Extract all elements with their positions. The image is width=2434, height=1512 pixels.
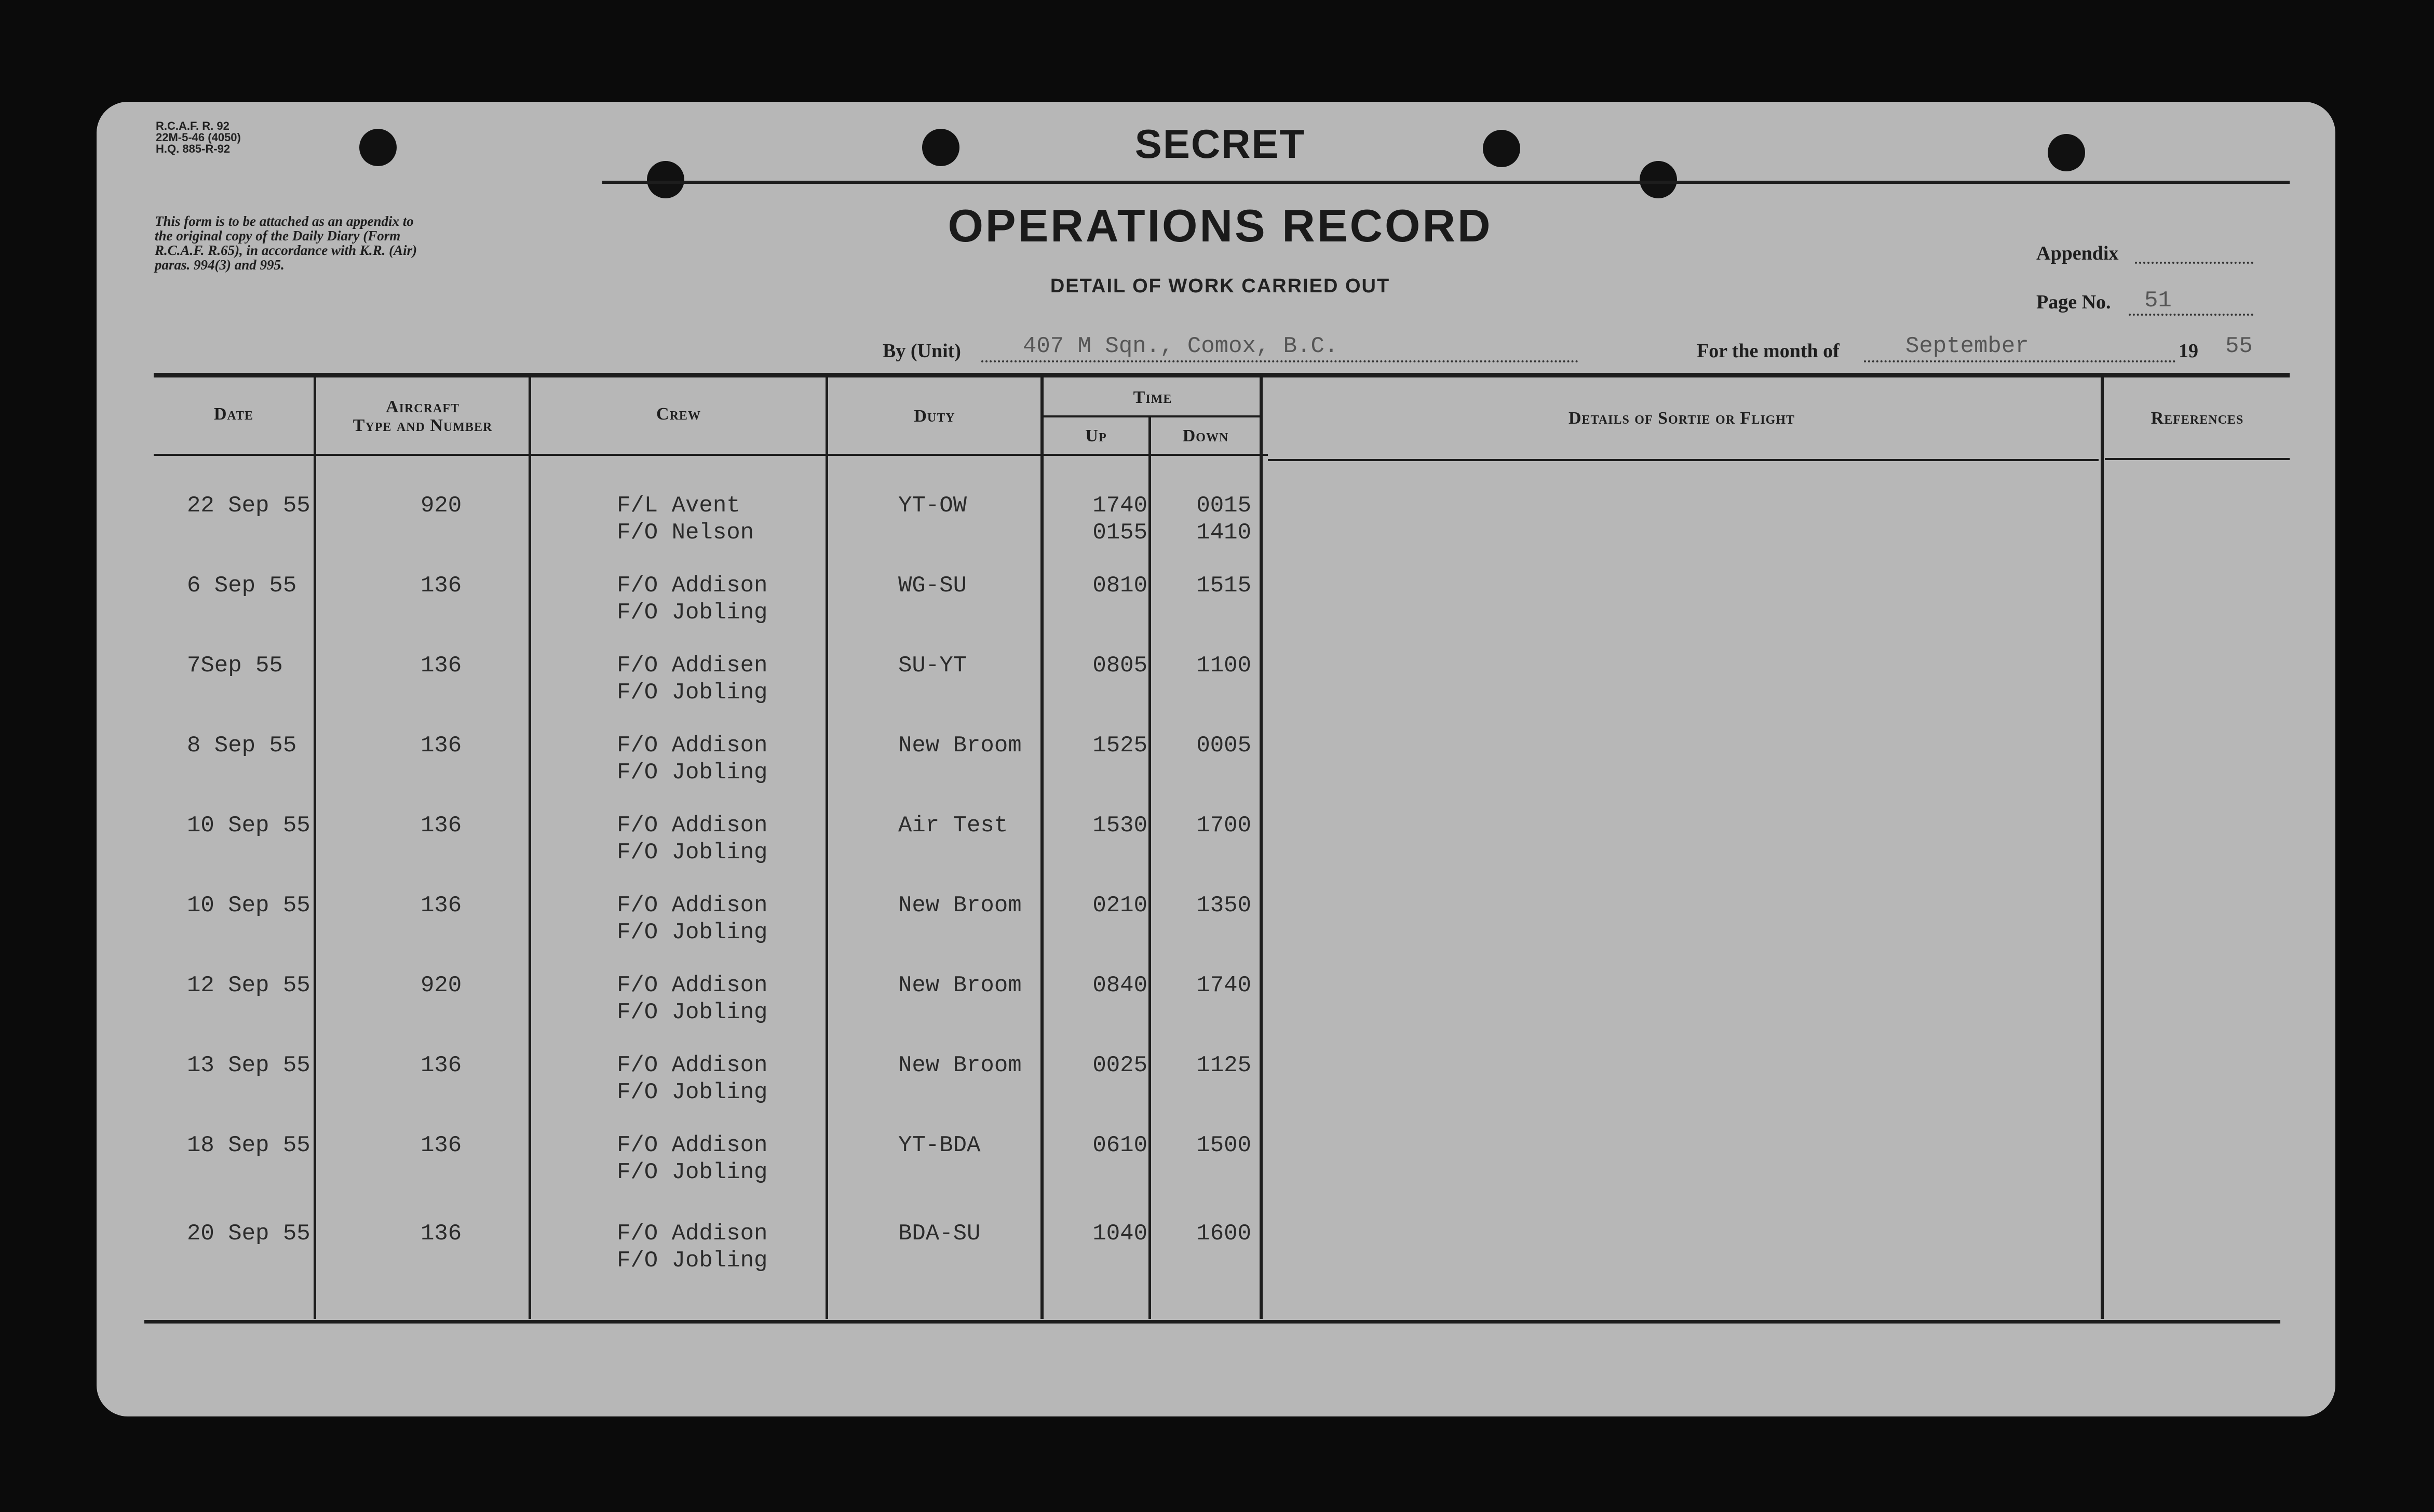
col-header-date: Date: [213, 404, 254, 424]
row-crew-member: F/O Jobling: [617, 680, 768, 706]
row-crew-member: F/O Addison: [617, 733, 768, 759]
row-duty: Air Test: [898, 813, 1008, 839]
year-prefix: 19: [2179, 340, 2198, 362]
unit-line: [981, 360, 1578, 362]
page-title: OPERATIONS RECORD: [948, 200, 1493, 251]
col-header-details: Details of Sortie or Flight: [1568, 409, 1795, 428]
row-crew-member: F/O Addison: [617, 1052, 768, 1078]
security-classification: SECRET: [1134, 121, 1306, 167]
col-header-aircraft: Aircraft Type and Number: [353, 397, 493, 435]
row-aircraft: 136: [421, 1221, 462, 1247]
row-duty: New Broom: [898, 893, 1022, 919]
row-time-down: 0015: [1196, 493, 1251, 519]
row-aircraft: 920: [421, 493, 462, 519]
row-time-down: 1515: [1196, 573, 1251, 599]
row-crew-member: F/L Avent: [617, 493, 740, 519]
row-time-down: 0005: [1196, 733, 1251, 759]
row-date: 20 Sep 55: [187, 1221, 310, 1247]
month-value: September: [1905, 333, 2029, 359]
row-time-down: 1700: [1196, 813, 1251, 839]
column-divider-6: [1260, 376, 1263, 1319]
punch-hole-3: [922, 129, 959, 166]
row-crew-member: F/O Jobling: [617, 920, 768, 946]
row-crew-member: F/O Addison: [617, 573, 768, 599]
row-aircraft: 136: [421, 653, 462, 679]
row-time-up: 0805: [1092, 653, 1147, 679]
unit-label: By (Unit): [883, 340, 961, 362]
col-header-time: Time: [1133, 388, 1172, 407]
row-crew-member: F/O Addison: [617, 973, 768, 998]
row-aircraft: 136: [421, 573, 462, 599]
punch-hole-4: [1483, 130, 1520, 167]
row-time-up: 1040: [1092, 1221, 1147, 1247]
row-crew-member: F/O Addison: [617, 1132, 768, 1158]
row-time-down: 1100: [1196, 653, 1251, 679]
row-time-up: 1530: [1092, 813, 1147, 839]
row-time-up: 0610: [1092, 1132, 1147, 1158]
table-bottom-rule: [144, 1320, 2280, 1324]
row-crew-member: F/O Jobling: [617, 1159, 768, 1185]
page-number-value: 51: [2144, 288, 2172, 314]
appendix-label: Appendix: [2036, 242, 2119, 264]
row-crew-member: F/O Jobling: [617, 1000, 768, 1025]
row-crew-member: F/O Addisen: [617, 653, 768, 679]
col-header-crew: Crew: [656, 404, 701, 424]
instruction-note: This form is to be attached as an appendix to the original copy of the Daily Diary (Form R.C.A.F. R.65), in accordance with K.R. (Air) paras. 994(3) and 995.: [155, 213, 417, 273]
row-date: 7Sep 55: [187, 653, 283, 679]
month-line: [1864, 360, 2175, 362]
column-divider-7: [2101, 376, 2104, 1319]
row-time-down: 1350: [1196, 893, 1251, 919]
row-duty: SU-YT: [898, 653, 967, 679]
row-duty: BDA-SU: [898, 1221, 981, 1247]
column-divider-5: [1148, 415, 1151, 1319]
row-time-down: 1740: [1196, 973, 1251, 998]
row-time-down: 1125: [1196, 1052, 1251, 1078]
time-subheader-rule: [1044, 415, 1262, 417]
row-time-up: 1525: [1092, 733, 1147, 759]
row-date: 6 Sep 55: [187, 573, 297, 599]
row-time-down: 1410: [1196, 520, 1251, 546]
row-date: 10 Sep 55: [187, 893, 310, 919]
col-header-duty: Duty: [914, 407, 955, 426]
row-duty: WG-SU: [898, 573, 967, 599]
row-aircraft: 136: [421, 813, 462, 839]
top-binding-rule: [602, 181, 2290, 184]
form-code: R.C.A.F. R. 92 22M-5-46 (4050) H.Q. 885-R-92: [156, 119, 241, 155]
row-time-up: 0210: [1092, 893, 1147, 919]
month-label: For the month of: [1697, 340, 1840, 362]
row-duty: New Broom: [898, 1052, 1022, 1078]
punch-hole-5: [1640, 161, 1677, 198]
row-time-down: 1600: [1196, 1221, 1251, 1247]
row-aircraft: 136: [421, 733, 462, 759]
row-date: 10 Sep 55: [187, 813, 310, 839]
row-date: 8 Sep 55: [187, 733, 297, 759]
row-crew-member: F/O Jobling: [617, 1248, 768, 1274]
row-crew-member: F/O Jobling: [617, 760, 768, 786]
column-divider-3: [826, 376, 828, 1319]
row-date: 22 Sep 55: [187, 493, 310, 519]
row-crew-member: F/O Addison: [617, 813, 768, 839]
row-duty: YT-OW: [898, 493, 967, 519]
row-crew-member: F/O Jobling: [617, 600, 768, 626]
row-duty: YT-BDA: [898, 1132, 981, 1158]
row-duty: New Broom: [898, 733, 1022, 759]
row-crew-member: F/O Nelson: [617, 520, 754, 546]
col-header-time-up: Up: [1085, 426, 1107, 446]
row-time-down: 1500: [1196, 1132, 1251, 1158]
row-aircraft: 136: [421, 893, 462, 919]
row-crew-member: F/O Jobling: [617, 1079, 768, 1105]
table-top-rule: [154, 373, 2290, 377]
page-number-line: [2129, 314, 2253, 316]
row-time-up: 0810: [1092, 573, 1147, 599]
table-header-rule: [154, 454, 1268, 456]
row-crew-member: F/O Addison: [617, 893, 768, 919]
table-header-rule-refs: [2105, 458, 2290, 460]
year-value: 55: [2225, 333, 2253, 359]
record-card: [97, 102, 2335, 1416]
row-crew-member: F/O Addison: [617, 1221, 768, 1247]
row-time-up: 0155: [1092, 520, 1147, 546]
row-duty: New Broom: [898, 973, 1022, 998]
col-header-time-down: Down: [1182, 426, 1229, 446]
row-time-up: 0840: [1092, 973, 1147, 998]
row-time-up: 1740: [1092, 493, 1147, 519]
unit-value: 407 M Sqn., Comox, B.C.: [1023, 333, 1338, 359]
row-aircraft: 136: [421, 1132, 462, 1158]
row-date: 12 Sep 55: [187, 973, 310, 998]
punch-hole-6: [2048, 134, 2085, 171]
row-crew-member: F/O Jobling: [617, 840, 768, 866]
col-header-references: References: [2151, 409, 2244, 428]
row-aircraft: 136: [421, 1052, 462, 1078]
row-date: 13 Sep 55: [187, 1052, 310, 1078]
punch-hole-1: [359, 129, 397, 166]
row-date: 18 Sep 55: [187, 1132, 310, 1158]
punch-hole-2: [647, 161, 684, 198]
page-subtitle: DETAIL OF WORK CARRIED OUT: [1050, 275, 1390, 297]
column-divider-2: [529, 376, 531, 1319]
row-aircraft: 920: [421, 973, 462, 998]
row-time-up: 0025: [1092, 1052, 1147, 1078]
table-header-rule-details: [1268, 459, 2099, 461]
appendix-line: [2135, 262, 2253, 264]
page-number-label: Page No.: [2036, 291, 2111, 313]
